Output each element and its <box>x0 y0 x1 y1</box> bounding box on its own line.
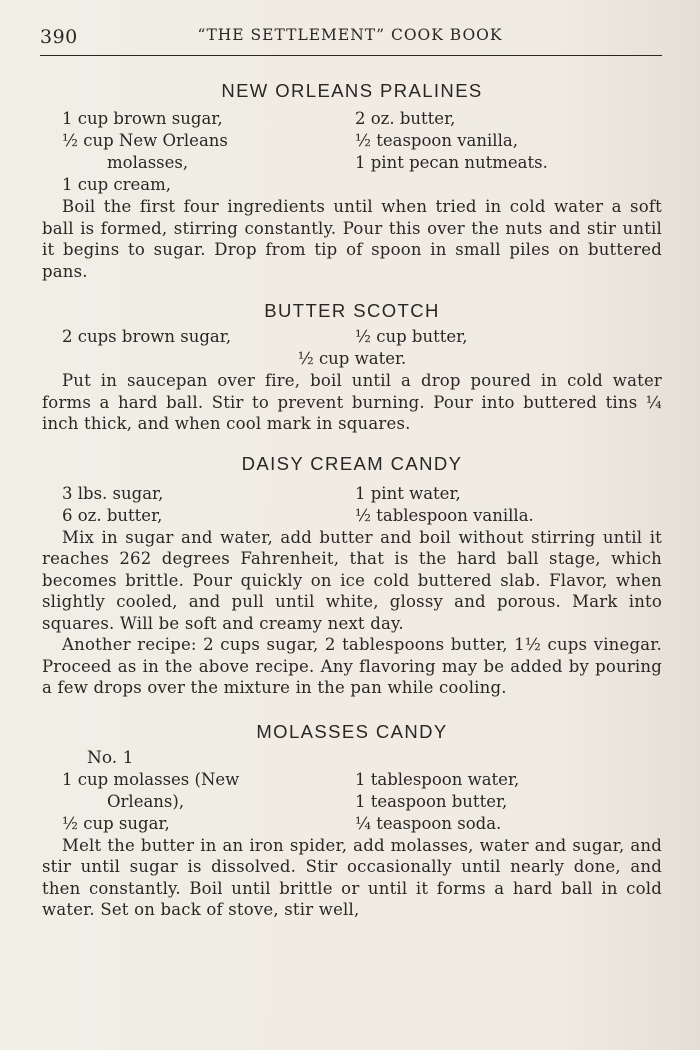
recipe-molasses-candy <box>42 717 662 921</box>
ingredient: 1 cup molasses (New <box>62 769 240 789</box>
recipe-directions-alternate: Another recipe: 2 cups sugar, 2 tablespoons butter, 1½ cups vinegar. Proceed as in the above recipe. Any flavoring may be added by pouring a few drops over the mixture in the pan while cooling. <box>42 635 662 697</box>
ingredient: 2 cups brown sugar, <box>62 327 232 346</box>
ingredient: ½ cup New Orleans <box>62 131 228 150</box>
page-header <box>40 26 660 50</box>
ingredient: 1 tablespoon water, <box>355 769 520 789</box>
recipe-subtitle: No. 1 <box>87 747 134 768</box>
ingredient: 3 lbs. sugar, <box>62 483 164 503</box>
ingredient: ½ tablespoon vanilla. <box>355 505 534 525</box>
recipe-daisy-cream-candy <box>42 449 662 699</box>
ingredient: molasses, <box>107 153 189 172</box>
ingredient-list <box>42 108 662 196</box>
ingredient: ½ cup water. <box>297 349 407 368</box>
recipe-directions: Put in saucepan over fire, boil until a drop poured in cold water forms a hard ball. Stir to prevent burning. Pour into buttered tins ¼ inch thick, and when cool mark in squares. <box>42 371 662 433</box>
ingredient-list <box>42 769 662 835</box>
ingredient: 1 cup cream, <box>62 175 172 194</box>
ingredient: 2 oz. butter, <box>355 109 456 128</box>
header-rule <box>40 55 662 56</box>
ingredient: ½ cup sugar, <box>62 813 170 833</box>
ingredient: 6 oz. butter, <box>62 505 163 525</box>
recipe-directions: Mix in sugar and water, add butter and boil without stirring until it reaches 262 degrees Fahrenheit, that is the hard ball stage, which becomes brittle. Pour quickly on ice cold buttered slab. Flavor, when slightly cooled, and pull until white, glossy and porous. Mark into squares. Will be soft and creamy next day. <box>42 527 662 633</box>
ingredient: 1 cup brown sugar, <box>62 109 223 128</box>
ingredient: ½ teaspoon vanilla, <box>355 131 518 150</box>
recipe-title: BUTTER SCOTCH <box>264 300 440 321</box>
ingredient: ½ cup butter, <box>355 327 468 346</box>
ingredient: Orleans), <box>107 791 185 811</box>
ingredient-list <box>42 326 662 370</box>
page-number: 390 <box>40 26 78 48</box>
recipe-title: MOLASSES CANDY <box>256 720 448 742</box>
recipe-new-orleans-pralines <box>42 76 662 282</box>
running-title: “THE SETTLEMENT” COOK BOOK <box>197 26 503 44</box>
ingredient: ¼ teaspoon soda. <box>355 813 502 833</box>
ingredient-list <box>42 483 662 527</box>
recipe-directions: Boil the first four ingredients until when tried in cold water a soft ball is formed, stirring constantly. Pour this over the nuts and stir until it begins to sugar. Drop from tip of spoon in small piles on buttered pans. <box>42 197 662 281</box>
ingredient: 1 pint water, <box>355 483 461 503</box>
recipe-title: DAISY CREAM CANDY <box>241 452 463 474</box>
ingredient: 1 pint pecan nutmeats. <box>355 153 548 172</box>
recipe-directions: Melt the butter in an iron spider, add molasses, water and sugar, and stir until sugar is dissolved. Stir occasionally until nearly done, and then constantly. Boil until brittle or until it forms a hard ball in cold water. Set on back of stove, stir well, <box>42 835 662 919</box>
ingredient: 1 teaspoon butter, <box>355 791 508 811</box>
recipe-title: NEW ORLEANS PRALINES <box>221 80 483 101</box>
page-content <box>42 76 662 921</box>
recipe-butter-scotch <box>42 296 662 435</box>
